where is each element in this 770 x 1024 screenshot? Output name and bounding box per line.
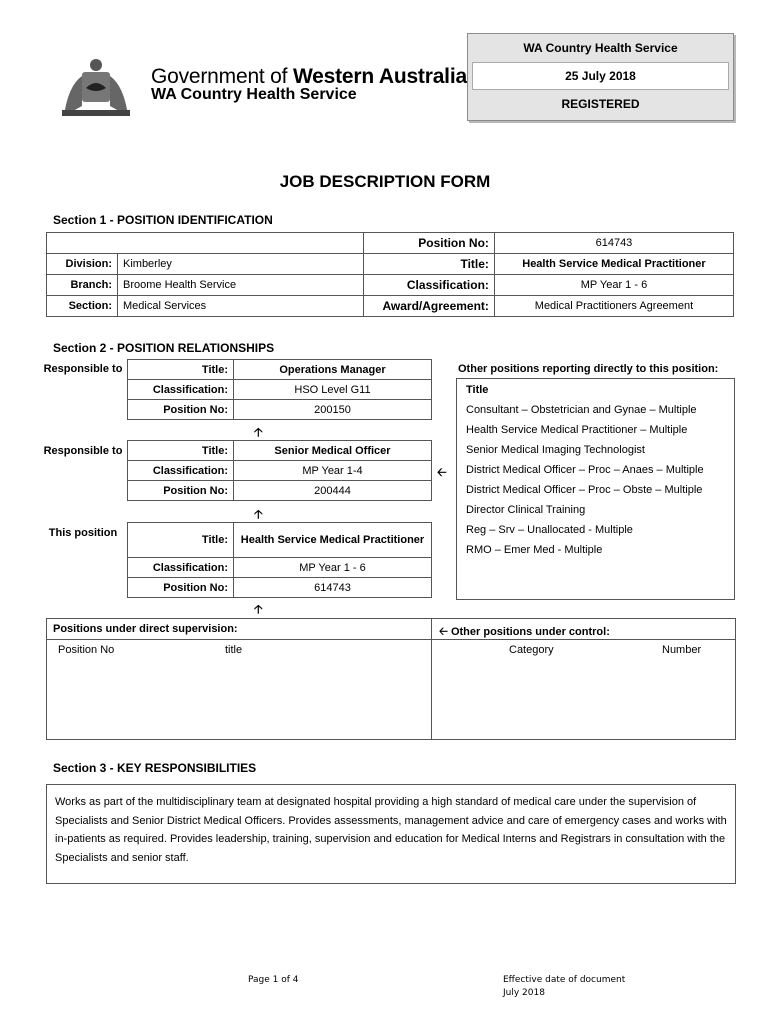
col-position-no: Position No [58,644,115,656]
position-identification-table [46,232,734,317]
smo-position-no: 200444 [234,481,432,501]
title-label: Title: [201,534,228,546]
wa-coat-of-arms-logo [58,58,134,120]
others-title-label: Title [466,384,489,396]
key-responsibilities-text: Works as part of the multidisciplinary team at designated hospital providing a high standard of medical care under the supervision of Specialists and Senior District Medical Officers. Provides assessments, management advice and care of emergency cases and works with in-patients as required. Provides leadership, training, supervision and education for Medical Interns and Registrars in consultation with the Specialists and senior staff. [55,796,727,864]
position-no-value: 614743 [494,233,733,254]
reports-to-box-1 [127,359,432,420]
division-label: Division: [47,254,118,275]
section-value: Medical Services [118,296,364,317]
this-position-box [127,522,432,598]
stamp-date: 25 July 2018 [565,69,636,83]
responsible-to-label: Responsible to [43,363,123,375]
up-arrow-icon: 🡡 [254,425,263,439]
classification-label: Classification: [128,380,234,400]
reports-to-box-2 [127,440,432,501]
list-item: RMO – Emer Med - Multiple [466,544,603,556]
col-title: title [225,644,243,656]
responsible-to-label: Responsible to [43,445,123,457]
supervision-box [46,618,736,740]
key-responsibilities-box [46,784,736,884]
smo-title: Senior Medical Officer [234,441,432,461]
branch-label: Branch: [47,275,118,296]
section2-heading: Section 2 - POSITION RELATIONSHIPS [53,341,275,355]
classification-label: Classification: [363,275,494,296]
effective-date-label: Effective date of document [503,975,626,985]
this-title: Health Service Medical Practitioner [234,523,432,558]
this-position-label: This position [48,527,118,539]
title-label: Title: [363,254,494,275]
title-label: Title: [201,363,228,376]
col-number: Number [662,644,702,656]
title-value: Health Service Medical Practitioner [494,254,733,275]
position-no-label: Position No: [363,233,494,254]
classification-value: MP Year 1 - 6 [494,275,733,296]
award-value: Medical Practitioners Agreement [494,296,733,317]
this-classification: MP Year 1 - 6 [234,558,432,578]
award-label: Award/Agreement: [363,296,494,317]
blank-cell [47,233,364,254]
position-no-label: Position No: [128,578,234,598]
list-item: Consultant – Obstetrician and Gynae – Multiple [466,404,697,416]
document-title: JOB DESCRIPTION FORM [279,172,491,191]
position-no-label: Position No: [128,481,234,501]
department-name: WA Country Health Service [151,86,357,103]
effective-date: July 2018 [503,988,545,998]
title-label: Title: [201,444,228,457]
manager-position-no: 200150 [234,400,432,420]
this-position-no: 614743 [234,578,432,598]
government-name [151,66,467,88]
section1-heading: Section 1 - POSITION IDENTIFICATION [53,213,273,227]
registration-stamp [467,33,734,121]
govt-state: Western Australia [292,65,467,88]
col-category: Category [509,644,554,656]
up-arrow-icon: 🡡 [254,507,263,521]
list-item: Health Service Medical Practitioner – Multiple [466,424,688,436]
division-value: Kimberley [118,254,364,275]
left-arrow-icon: 🡠 [437,465,447,479]
other-positions-list [456,378,735,600]
control-heading: 🡠 Other positions under control: [439,626,610,638]
position-no-label: Position No: [128,400,234,420]
header-divider [47,639,735,640]
smo-classification: MP Year 1-4 [234,461,432,481]
list-item: District Medical Officer – Proc – Anaes – Multiple [466,464,704,476]
page-number: Page 1 of 4 [248,975,299,985]
stamp-org: WA Country Health Service [523,41,678,55]
branch-value: Broome Health Service [118,275,364,296]
govt-prefix: Government of [151,65,293,88]
supervision-heading: Positions under direct supervision: [53,623,238,635]
others-heading: Other positions reporting directly to this position: [458,363,719,375]
column-divider [431,619,432,739]
up-arrow-icon: 🡡 [254,602,263,616]
classification-label: Classification: [128,461,234,481]
section3-heading: Section 3 - KEY RESPONSIBILITIES [53,761,257,775]
section-label: Section: [47,296,118,317]
list-item: Senior Medical Imaging Technologist [466,444,645,456]
manager-title: Operations Manager [234,360,432,380]
list-item: Director Clinical Training [466,504,586,516]
list-item: Reg – Srv – Unallocated - Multiple [466,524,633,536]
manager-classification: HSO Level G11 [234,380,432,400]
list-item: District Medical Officer – Proc – Obste – Multiple [466,484,703,496]
classification-label: Classification: [128,558,234,578]
stamp-status: REGISTERED [561,97,640,111]
